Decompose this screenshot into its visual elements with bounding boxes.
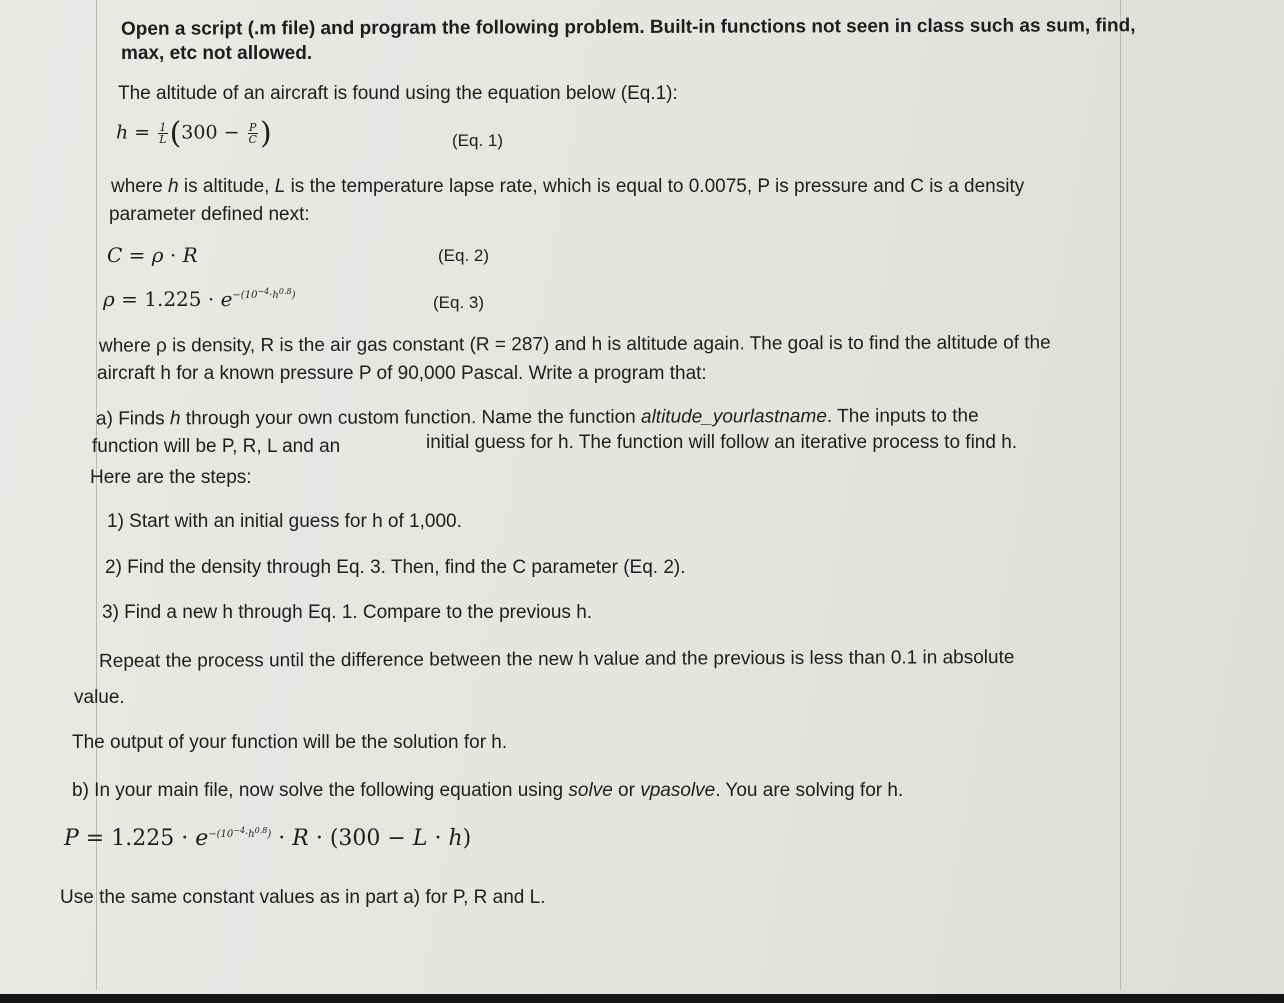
final-line: Use the same constant values as in part a) for P, R and L. (60, 887, 546, 908)
part-a-line-3: Here are the steps: (90, 467, 252, 488)
step-3: 3) Find a new h through Eq. 1. Compare to the previous h. (102, 602, 593, 623)
intro-line-3: The altitude of an aircraft is found using the equation below (Eq.1): (118, 83, 678, 104)
equation-2-label: (Eq. 2) (438, 246, 490, 265)
repeat-line-2: value. (74, 687, 125, 708)
where-line-2: aircraft h for a known pressure P of 90,000 Pascal. Write a program that: (97, 363, 707, 384)
intro-line-2: max, etc not allowed. (121, 43, 313, 64)
equation-1: h = $\frac{1}{L}$ (300 − $\frac{P}{C}$ ) (116, 116, 272, 151)
description-line-2: parameter defined next: (109, 204, 310, 225)
equation-3: $\rho = 1.225 \cdot e^{-(10^{-4}\cdot h^{0.8})}$ (103, 287, 296, 311)
step-1: 1) Start with an initial guess for h of 1,000. (107, 511, 462, 532)
part-a-line-1: a) Finds h through your own custom function. Name the function altitude_yourlastname. The inputs to the (95, 405, 979, 430)
repeat-line-1: Repeat the process until the difference between the new h value and the previous is less than 0.1 in absolute (98, 647, 1015, 672)
output-line: The output of your function will be the solution for h. (72, 732, 508, 753)
part-a-line-2b: initial guess for h. The function will follow an iterative process to find h. (426, 432, 1018, 453)
intro-line-1: Open a script (.m file) and program the following problem. Built-in functions not seen in class such as sum, find, (120, 15, 1136, 40)
equation-1-label: (Eq. 1) (452, 131, 504, 150)
description-line-1: where h is altitude, L is the temperature lapse rate, which is equal to 0.0075, P is pressure and C is a density (111, 176, 1025, 197)
step-2: 2) Find the density through Eq. 3. Then, find the C parameter (Eq. 2). (105, 557, 686, 578)
where-line-1: where ρ is density, R is the air gas constant (R = 287) and h is altitude again. The goal is to find the altitude of the (98, 332, 1051, 357)
equation-3-label: (Eq. 3) (433, 293, 485, 312)
part-a-line-2a: function will be P, R, L and an (92, 436, 341, 457)
final-equation: $P = 1.225 \cdot e^{-(10^{-4}\cdot h^{0.8})} \cdot R \cdot (300 - L \cdot h)$ (64, 826, 472, 851)
screen-bottom-edge (0, 994, 1284, 1003)
equation-2: C = ρ · R (107, 243, 198, 267)
part-b-line: b) In your main file, now solve the following equation using solve or vpasolve. You are solving for h. (72, 780, 904, 801)
